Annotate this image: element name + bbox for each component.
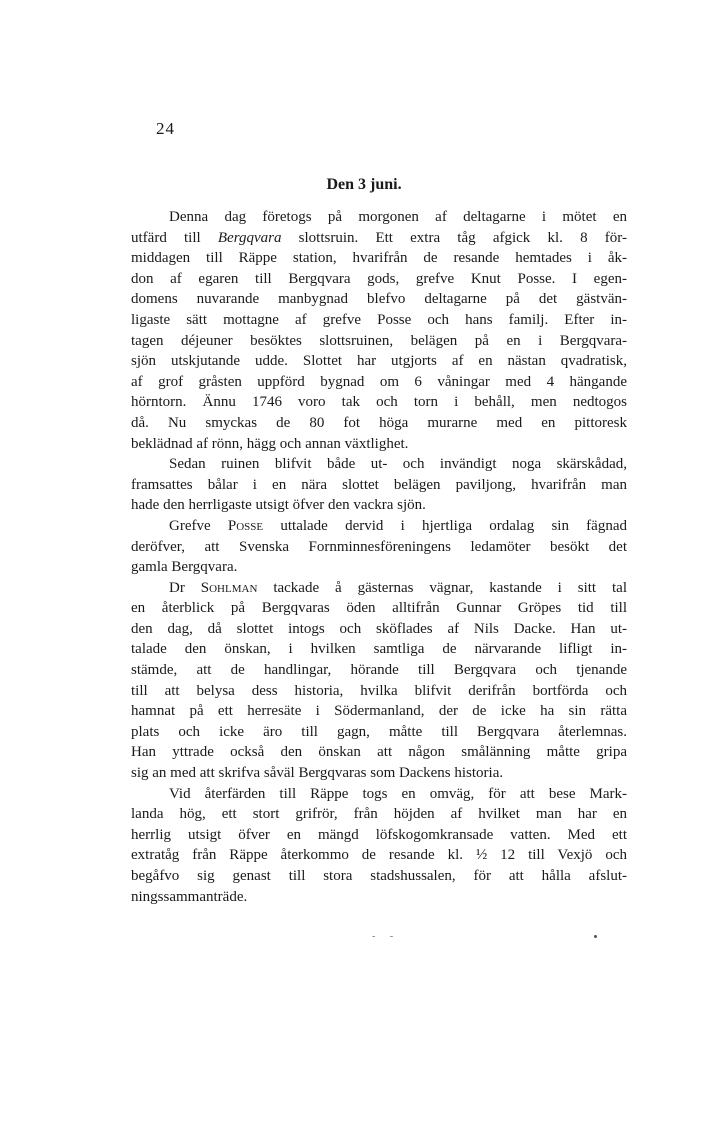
text-line: plats och icke äro till gagn, måtte till Bergqvara återlemnas. [131, 723, 627, 740]
text-line: landa hög, ett stort grifrör, från höjden af hvilket man har en [131, 806, 627, 823]
text-line: herrlig utsigt öfver en mängd löfskogomkransade vatten. Med ett [131, 826, 627, 843]
text-line: ningssammanträde. [131, 888, 248, 905]
body-text [131, 207, 627, 907]
text-line: gamla Bergqvara. [131, 559, 238, 576]
text-line: hörntorn. Ännu 1746 voro tak och torn i behåll, men nedtogos [131, 394, 627, 411]
text-line: till att belysa dess historia, hvilka blifvit derifrån bortförda och [131, 682, 627, 699]
print-speck-marks: - - [372, 931, 400, 942]
text-line: tagen déjeuner besöktes slottsruinen, belägen på en i Bergqvara- [131, 332, 627, 349]
text-line: sig an med att skrifva såväl Bergqvaras som Dackens historia. [131, 765, 504, 782]
page-number: 24 [156, 119, 175, 138]
text-line: den dag, då slottet intogs och sköflades af Nils Dacke. Han ut- [131, 620, 627, 637]
text-line: hade den herrligaste utsigt öfver den vackra sjön. [131, 497, 426, 514]
text-segment: utfärd till [131, 229, 218, 246]
text-line: hamnat på ett herresäte i Södermanland, der de icke ha sin rätta [131, 703, 627, 720]
text-line: middagen till Räppe station, hvarifrån de resande hemtades i åk- [131, 250, 627, 267]
text-line: Sedan ruinen blifvit både ut- och invändigt noga skärskådad, [169, 456, 627, 473]
text-line: talade den önskan, i hvilken samtliga de närvarande lifligt in- [131, 641, 627, 658]
text-line: sjön utskjutande udde. Slottet har utgjorts af en nästan qvadratisk, [131, 353, 627, 370]
text-line [131, 516, 627, 537]
styled-segment: Sohlman [200, 579, 258, 596]
styled-segment: Posse [227, 517, 264, 534]
text-line: beklädnad af rönn, hägg och annan växtlighet. [131, 435, 409, 452]
text-line: framsattes bålar i en nära slottet belägen paviljong, hvarifrån man [131, 476, 627, 493]
text-line: stämde, att de handlingar, hörande till Bergqvara och tjenande [131, 662, 627, 679]
text-segment: Dr [169, 579, 201, 596]
text-line: extratåg från Räppe återkommo de resande kl. ½ 12 till Vexjö och [131, 847, 627, 864]
text-segment: tackade å gästernas vägnar, kastande i sitt tal [257, 579, 627, 596]
text-line: domens nuvarande manbygnad blefvo deltagarne på det gästvän- [131, 291, 627, 308]
text-line: deröfver, att Svenska Fornminnesföreningens ledamöter besökt det [131, 538, 627, 555]
text-line: då. Nu smyckas de 80 fot höga murarne med en pittoresk [131, 414, 627, 431]
text-line: en återblick på Bergqvaras öden alltifrån Gunnar Gröpes tid till [131, 600, 627, 617]
text-line: af grof gråsten uppförd bygnad om 6 våningar med 4 hängande [131, 373, 627, 390]
styled-segment: Bergqvara [217, 229, 282, 246]
print-speck-dot [594, 935, 597, 938]
text-line: Vid återfärden till Räppe togs en omväg, för att bese Mark- [169, 785, 627, 802]
text-line [131, 228, 627, 249]
text-segment: Grefve [169, 517, 228, 534]
text-line: ligaste sätt mottagne af grefve Posse och hans familj. Efter in- [131, 311, 627, 328]
text-line: begåfvo sig genast till stora stadshussalen, för att hålla afslut- [131, 868, 627, 884]
text-line: Denna dag företogs på morgonen af deltagarne i mötet en [169, 209, 627, 225]
text-segment: slottsruin. Ett extra tåg afgick kl. 8 för- [281, 229, 627, 246]
text-line: Han yttrade också den önskan att någon smålänning måtte gripa [131, 744, 627, 761]
section-heading: Den 3 juni. [326, 176, 402, 193]
text-line: don af egaren till Bergqvara gods, grefve Knut Posse. I egen- [131, 270, 627, 287]
text-line [131, 578, 627, 599]
text-segment: uttalade dervid i hjertliga ordalag sin fägnad [263, 517, 627, 534]
